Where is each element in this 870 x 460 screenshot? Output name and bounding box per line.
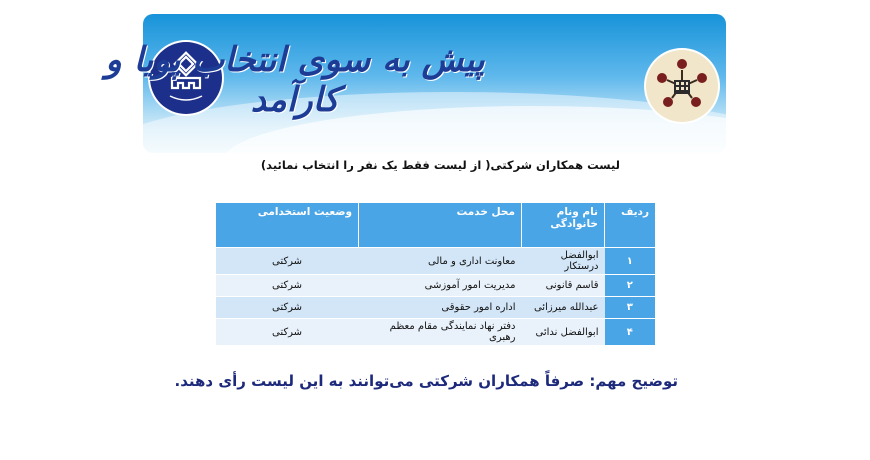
row-name: ابوالفضل ندائی <box>522 319 605 346</box>
table-header-row <box>216 203 656 248</box>
row-status: شرکتی <box>216 319 359 346</box>
table-row[interactable] <box>216 319 656 346</box>
table-row[interactable] <box>216 248 656 275</box>
header-location: محل خدمت <box>359 203 522 248</box>
important-note: توضیح مهم: صرفاً همکاران شرکتی می‌توانند به این لیست رأی دهند. <box>174 372 678 390</box>
row-index: ۱ <box>605 248 656 275</box>
header-name: نام ونام خانوادگی <box>522 203 605 248</box>
row-status: شرکتی <box>216 275 359 297</box>
row-index: ۳ <box>605 297 656 319</box>
row-status: شرکتی <box>216 248 359 275</box>
row-location: معاونت اداری و مالی <box>359 248 522 275</box>
cooperation-logo-icon <box>646 50 718 122</box>
row-location: اداره امور حقوقی <box>359 297 522 319</box>
row-name: قاسم قانونی <box>522 275 605 297</box>
table-row[interactable] <box>216 275 656 297</box>
row-name: ابوالفضل درستکار <box>522 248 605 275</box>
colleagues-table <box>215 203 655 345</box>
row-location: دفتر نهاد نمایندگی مقام معظم رهبری <box>359 319 522 346</box>
row-index: ۴ <box>605 319 656 346</box>
banner-title: پیش به سوی انتخاب پویا و کارآمد <box>105 40 485 120</box>
list-subtitle: لیست همکاران شرکتی( از لیست فقط یک نفر را انتخاب نمائید) <box>260 158 620 172</box>
row-status: شرکتی <box>216 297 359 319</box>
header-index: ردیف <box>605 203 656 248</box>
header-status: وضعیت استخدامی <box>216 203 359 248</box>
row-name: عبدالله میرزائی <box>522 297 605 319</box>
row-index: ۲ <box>605 275 656 297</box>
table-row[interactable] <box>216 297 656 319</box>
row-location: مدیریت امور آموزشی <box>359 275 522 297</box>
